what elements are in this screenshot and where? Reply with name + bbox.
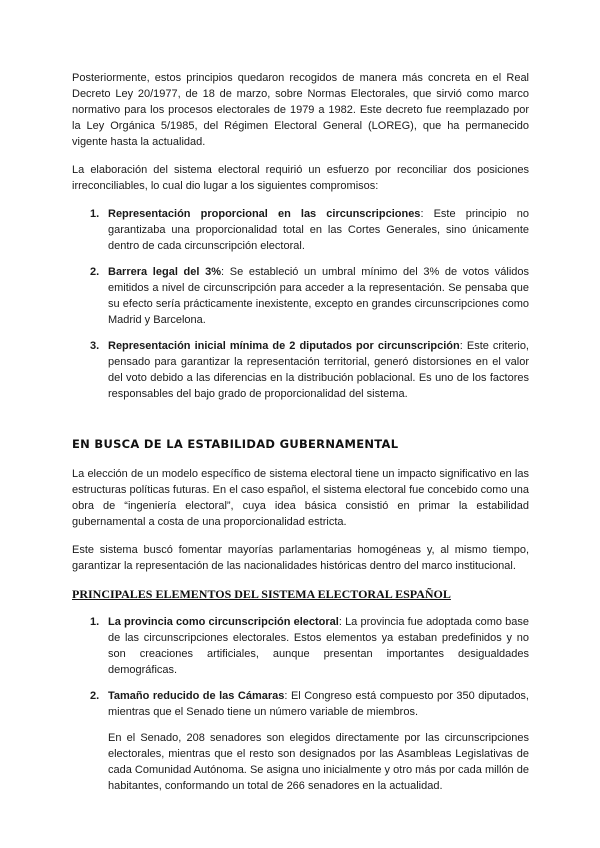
item-extra-paragraph: En el Senado, 208 senadores son elegidos directamente por las circunscripciones electorales, mientras que el resto son designados por las Asambleas Legislativas de cada Comunidad Autónoma. Se asigna uno inicialmente y otro más por cada millón de habitantes, conformando un total de 266 senadores en la actualidad. <box>108 732 529 792</box>
item-term: Barrera legal del 3% <box>108 266 222 278</box>
item-number: 2. <box>90 690 100 702</box>
document-page <box>72 70 529 804</box>
item-term: Representación inicial mínima de 2 diputados por circunscripción <box>108 340 460 352</box>
list-item <box>72 338 529 402</box>
item-number: 1. <box>90 616 100 628</box>
item-number: 2. <box>90 266 100 278</box>
item-text: : Este principio no garantizaba una proporcionalidad total en las Cortes Generales, sino únicamente dentro de cada circunscripción electoral. <box>108 208 530 252</box>
compromisos-list <box>72 206 529 402</box>
item-text: : La provincia fue adoptada como base de las circunscripciones electorales. Estos elementos ya estaban predefinidos y no son creaciones artificiales, aunque presentan importantes desigualdades demográficas. <box>108 616 530 676</box>
item-text: : Se estableció un umbral mínimo del 3% de votos válidos emitidos a nivel de circunscripción para acceder a la representación. Se pensaba que su efecto sería prácticamente inexistente, excepto en grandes circunscripciones como Madrid y Barcelona. <box>108 266 530 326</box>
section-paragraph: Este sistema buscó fomentar mayorías parlamentarias homogéneas y, al mismo tiempo, garantizar la representación de las nacionalidades históricas dentro del marco institucional. <box>72 544 529 572</box>
subheading: PRINCIPALES ELEMENTOS DEL SISTEMA ELECTORAL ESPAÑOL <box>72 587 451 601</box>
list-item <box>72 688 529 794</box>
item-text: : El Congreso está compuesto por 350 diputados, mientras que el Senado tiene un número variable de miembros. <box>108 690 529 718</box>
section-paragraph: La elección de un modelo específico de sistema electoral tiene un impacto significativo en las estructuras políticas futuras. En el caso español, el sistema electoral fue concebido como una obra de “ingeniería electoral”, cuya idea básica consistió en primar la estabilidad gubernamental a costa de una proporcionalidad estricta. <box>72 468 529 528</box>
item-number: 3. <box>90 340 100 352</box>
item-text: : Este criterio, pensado para garantizar la representación territorial, generó distorsiones en el valor del voto debido a las diferencias en la distribución poblacional. Es uno de los factores responsables del bajo grado de proporcionalidad del sistema. <box>108 340 529 400</box>
list-item <box>72 206 529 254</box>
item-term: Tamaño reducido de las Cámaras <box>108 690 285 702</box>
list-item <box>72 614 529 678</box>
item-number: 1. <box>90 208 100 220</box>
list-item <box>72 264 529 328</box>
intro-paragraph: La elaboración del sistema electoral requirió un esfuerzo por reconciliar dos posiciones irreconciliables, lo cual dio lugar a los siguientes compromisos: <box>72 164 529 192</box>
elementos-list <box>72 614 529 794</box>
item-term: La provincia como circunscripción electoral <box>108 616 339 628</box>
item-term: Representación proporcional en las circunscripciones <box>108 208 421 220</box>
intro-paragraph: Posteriormente, estos principios quedaron recogidos de manera más concreta en el Real Decreto Ley 20/1977, de 18 de marzo, sobre Normas Electorales, que sirvió como marco normativo para los procesos electorales de 1979 a 1982. Este decreto fue reemplazado por la Ley Orgánica 5/1985, del Régimen Electoral General (LOREG), que ha permanecido vigente hasta la actualidad. <box>72 72 529 148</box>
section-heading: EN BUSCA DE LA ESTABILIDAD GUBERNAMENTAL <box>72 437 399 451</box>
